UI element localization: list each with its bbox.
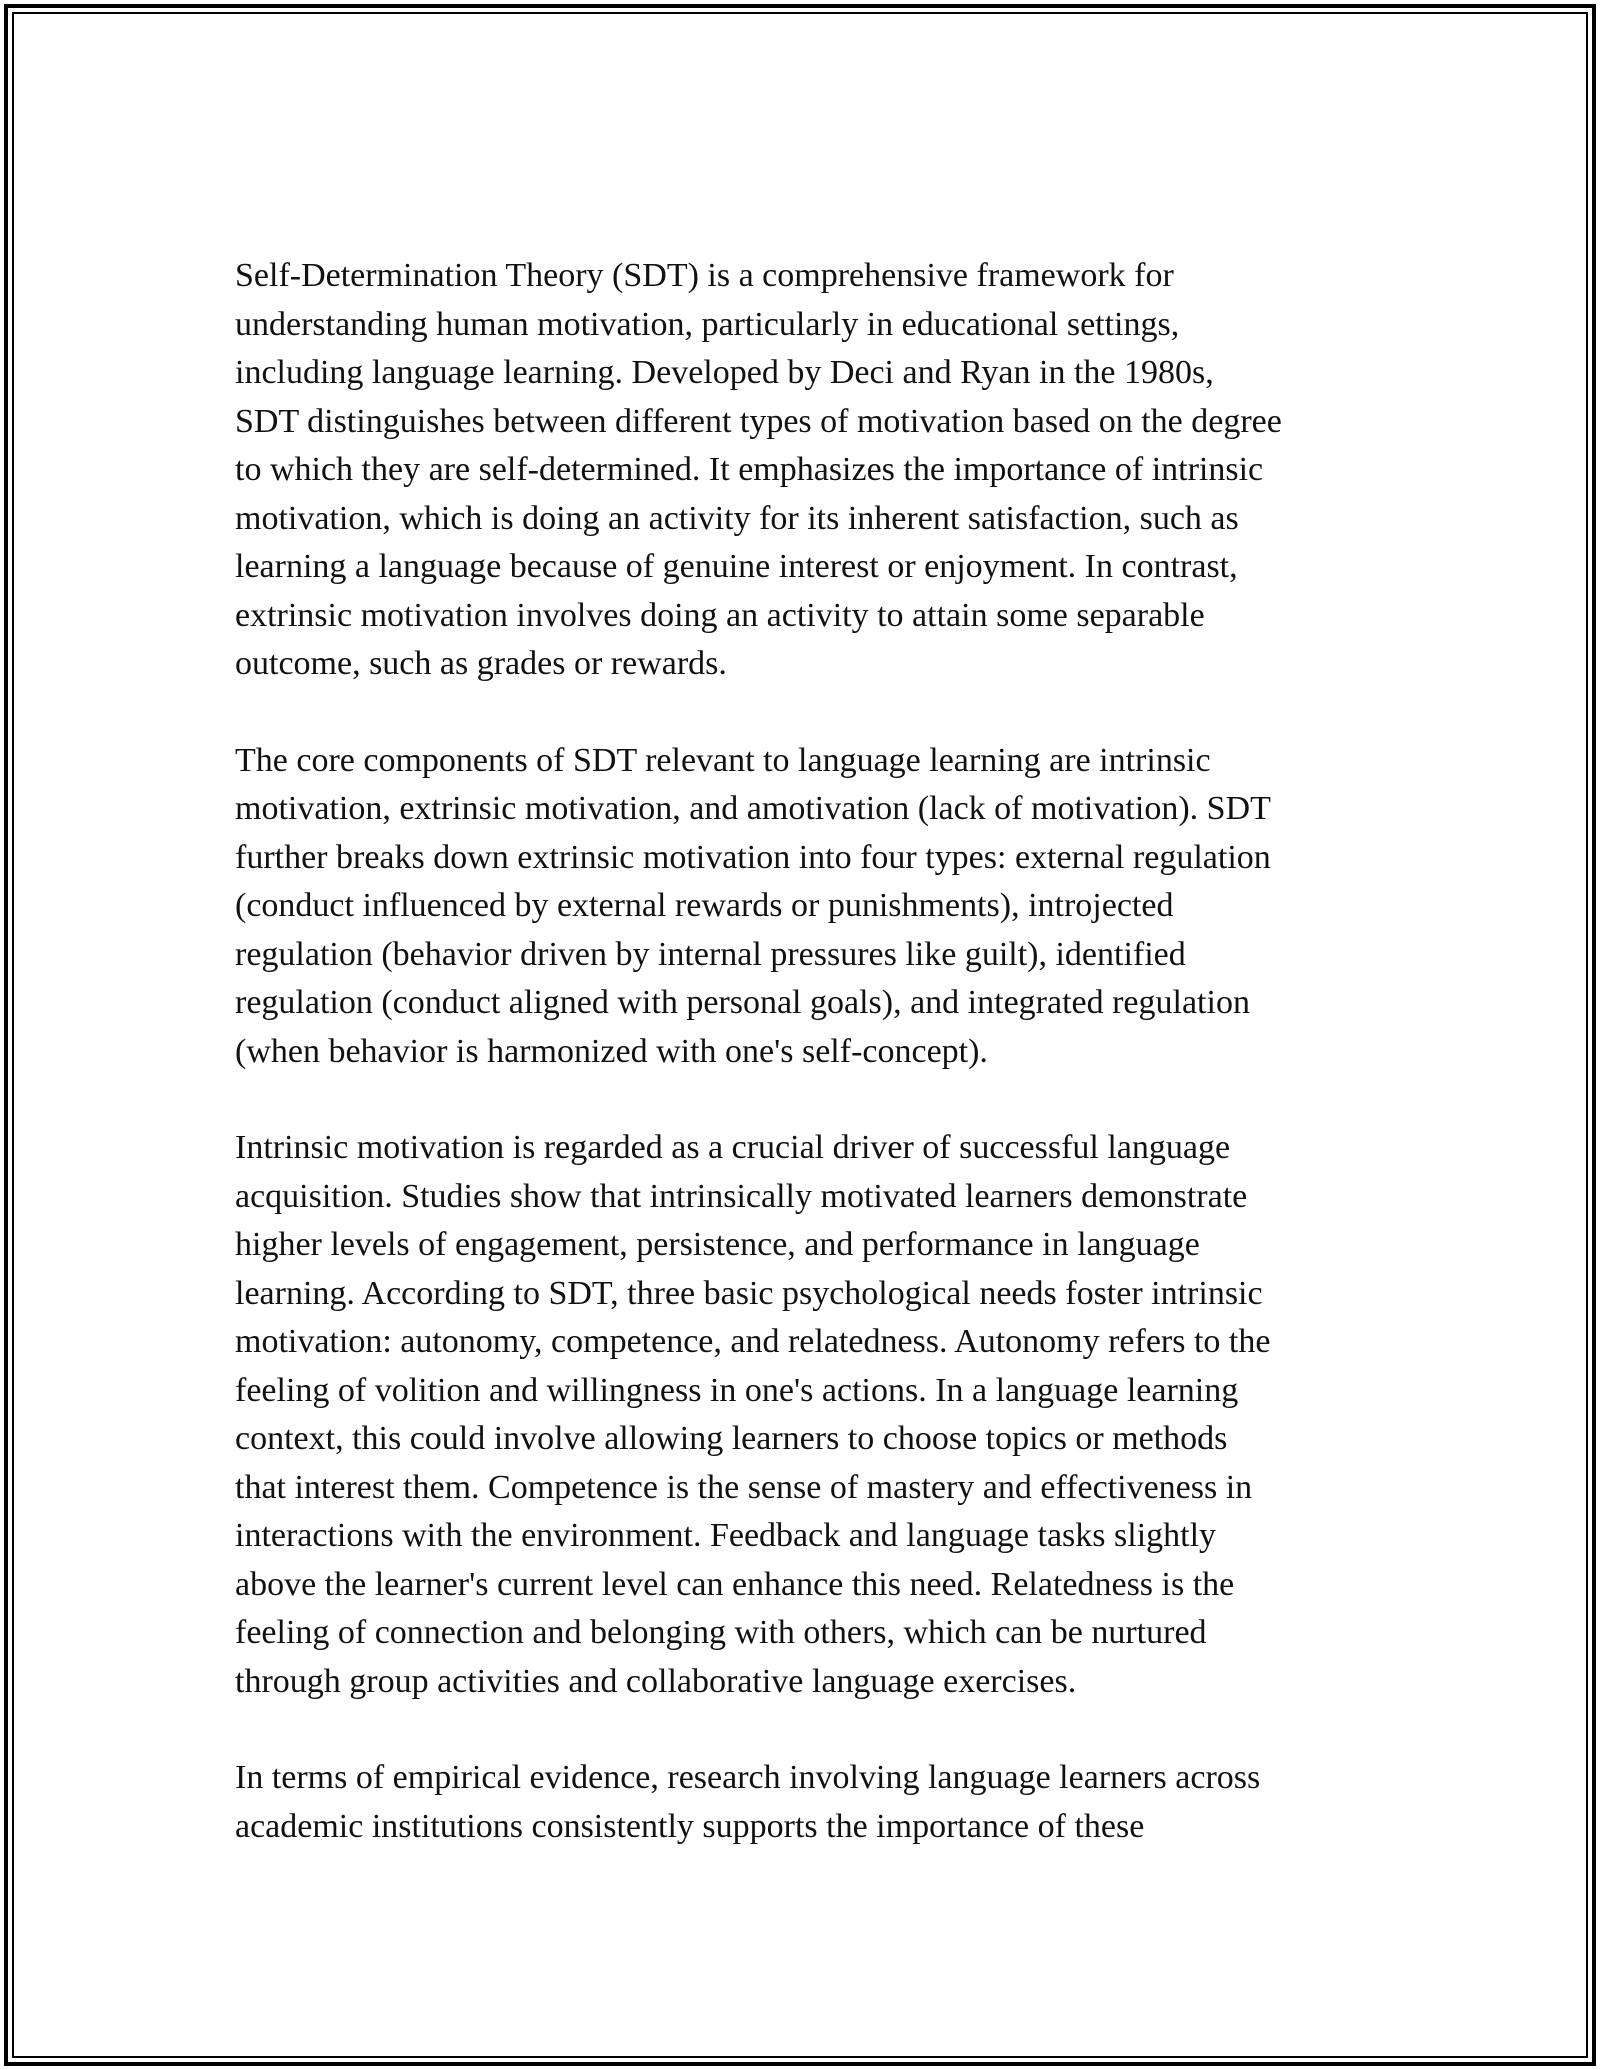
text-line: outcome, such as grades or rewards. (235, 645, 727, 682)
text-line: Self-Determination Theory (SDT) is a comprehensive framework for (235, 257, 1174, 294)
text-line: (when behavior is harmonized with one's self-concept). (235, 1032, 988, 1070)
paragraph-4 (235, 1754, 1395, 1851)
text-line: extrinsic motivation involves doing an activity to attain some separable (235, 596, 1205, 634)
text-line: In terms of empirical evidence, research involving language learners across (235, 1759, 1261, 1796)
text-line: SDT distinguishes between different types of motivation based on the degree (235, 402, 1282, 440)
text-line: regulation (conduct aligned with personal goals), and integrated regulation (235, 984, 1250, 1021)
text-line: motivation, extrinsic motivation, and amotivation (lack of motivation). SDT (235, 790, 1271, 827)
text-line: understanding human motivation, particularly in educational settings, (235, 305, 1180, 343)
text-line: including language learning. Developed by Deci and Ryan in the 1980s, (235, 354, 1214, 391)
paragraph-1 (235, 252, 1395, 689)
text-line: interactions with the environment. Feedback and language tasks slightly (235, 1517, 1217, 1554)
text-line: that interest them. Competence is the sense of mastery and effectiveness in (235, 1468, 1253, 1506)
text-line: motivation, which is doing an activity for its inherent satisfaction, such as (235, 499, 1239, 537)
text-line: feeling of connection and belonging with others, which can be nurtured (235, 1614, 1207, 1651)
text-line: academic institutions consistently supports the importance of these (235, 1807, 1145, 1845)
text-line: above the learner's current level can enhance this need. Relatedness is the (235, 1565, 1235, 1603)
text-line: to which they are self-determined. It emphasizes the importance of intrinsic (235, 451, 1264, 488)
text-line: The core components of SDT relevant to language learning are intrinsic (235, 741, 1211, 779)
text-line: further breaks down extrinsic motivation into four types: external regulation (235, 838, 1271, 876)
text-line: feeling of volition and willingness in one's actions. In a language learning (235, 1371, 1239, 1409)
text-line: Intrinsic motivation is regarded as a crucial driver of successful language (235, 1129, 1231, 1166)
text-line: motivation: autonomy, competence, and relatedness. Autonomy refers to the (235, 1323, 1271, 1360)
text-line: higher levels of engagement, persistence, and performance in language (235, 1226, 1200, 1263)
text-line: through group activities and collaborative language exercises. (235, 1662, 1077, 1700)
text-line: context, this could involve allowing learners to choose topics or methods (235, 1420, 1228, 1457)
paragraph-3 (235, 1124, 1395, 1706)
text-line: learning. According to SDT, three basic psychological needs foster intrinsic (235, 1274, 1263, 1312)
text-line: (conduct influenced by external rewards or punishments), introjected (235, 887, 1174, 924)
text-line: learning a language because of genuine interest or enjoyment. In contrast, (235, 548, 1238, 585)
text-line: acquisition. Studies show that intrinsically motivated learners demonstrate (235, 1177, 1248, 1215)
paragraph-2 (235, 737, 1395, 1077)
text-line: regulation (behavior driven by internal pressures like guilt), identified (235, 935, 1186, 973)
document-body (235, 252, 1395, 1899)
